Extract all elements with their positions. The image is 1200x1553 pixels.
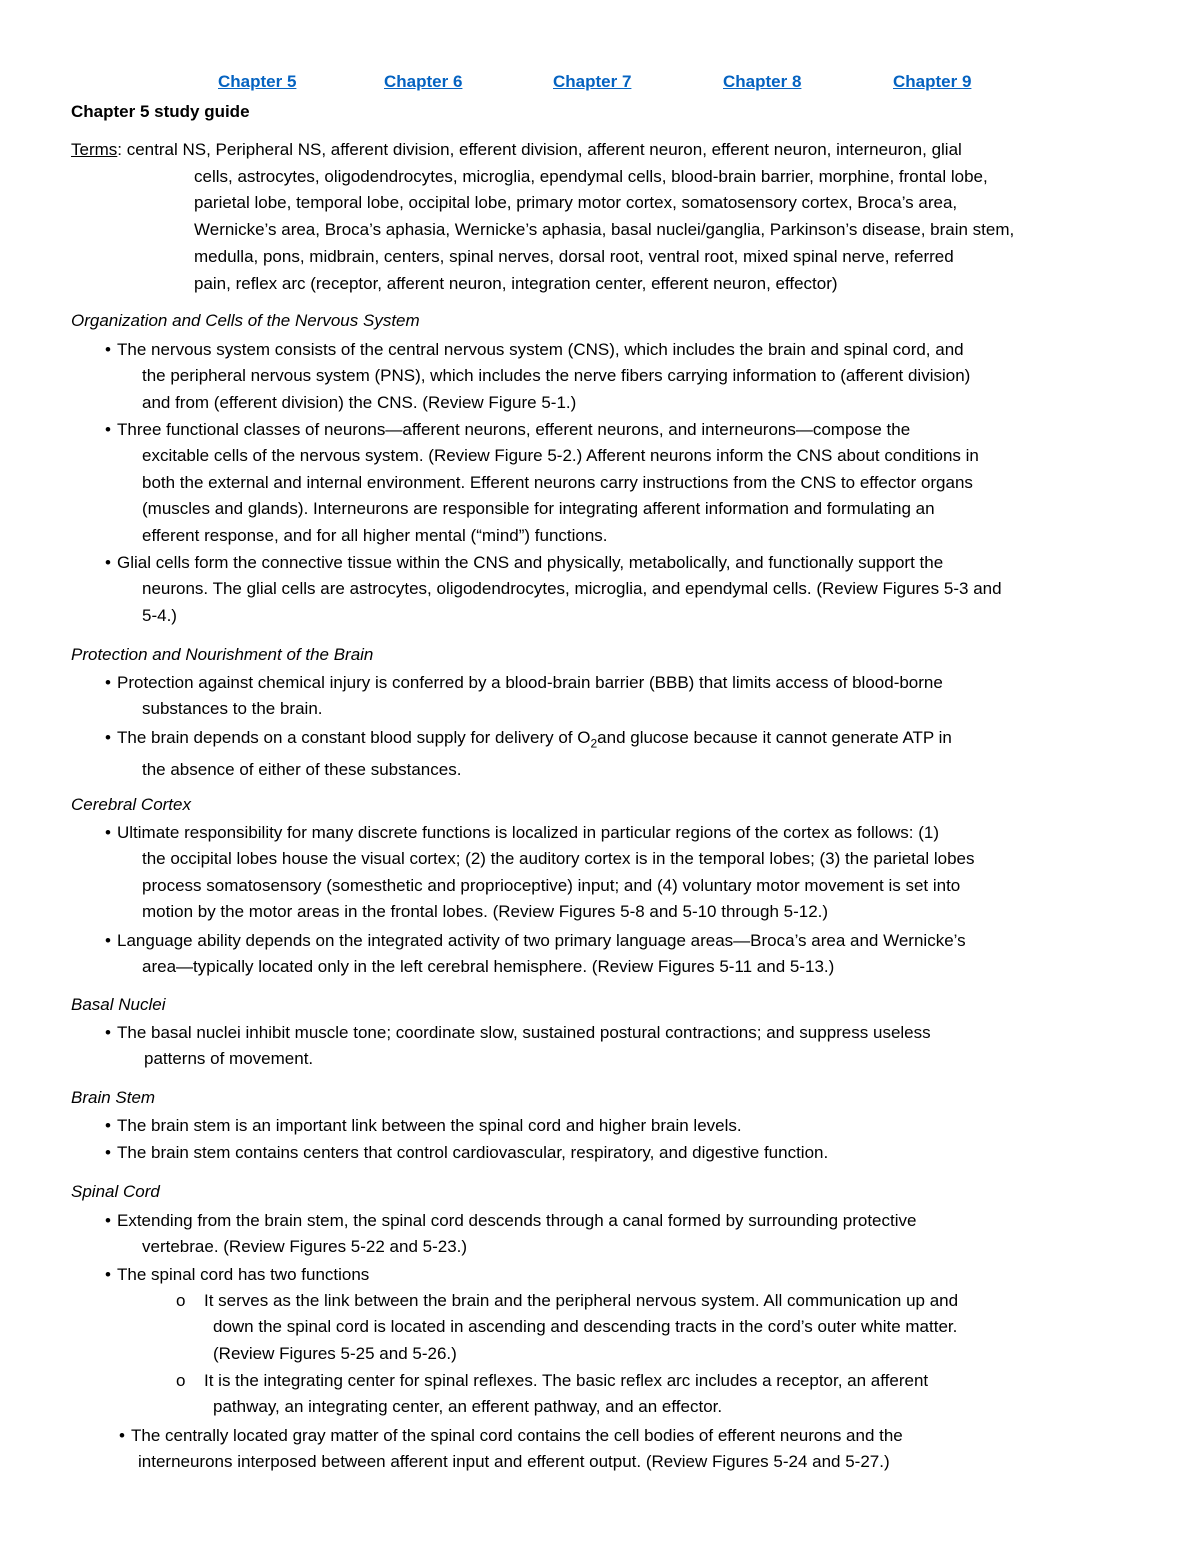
page-title: Chapter 5 study guide — [71, 102, 250, 121]
bullet-text: efferent response, and for all higher mental (“mind”) functions. — [142, 525, 608, 545]
bullet-text: The brain depends on a constant blood supply for delivery of O — [117, 728, 591, 747]
bullet-text: Protection against chemical injury is conferred by a blood-brain barrier (BBB) that limits access of blood-borne — [117, 673, 943, 692]
bullet-text: area—typically located only in the left cerebral hemisphere. (Review Figures 5-11 and 5-13.) — [142, 957, 835, 977]
terms-label: Terms — [71, 140, 118, 159]
terms-line: medulla, pons, midbrain, centers, spinal nerves, dorsal root, ventral root, mixed spinal nerve, referred — [194, 246, 954, 266]
section-heading-brain-stem: Brain Stem — [71, 1088, 156, 1107]
bullet-item — [105, 820, 975, 926]
sub-bullet-icon: o — [176, 1371, 186, 1390]
sub-bullet-text: down the spinal cord is located in ascending and descending tracts in the cord’s outer white matter. — [213, 1317, 958, 1337]
bullet-text: both the external and internal environment. Efferent neurons carry instructions from the CNS to effector organs — [142, 472, 973, 492]
chapter-5-link[interactable]: Chapter 5 — [218, 72, 297, 91]
bullet-text: The centrally located gray matter of the spinal cord contains the cell bodies of efferent neurons and the — [131, 1426, 903, 1445]
bullet-text: Language ability depends on the integrated activity of two primary language areas—Broca’s area and Wernicke’s — [117, 931, 966, 950]
bullet-text: the peripheral nervous system (PNS), which includes the nerve fibers carrying information to (afferent division) — [142, 366, 971, 386]
section-heading-basal: Basal Nuclei — [71, 995, 166, 1014]
bullet-text: motion by the motor areas in the frontal lobes. (Review Figures 5-8 and 5-10 through 5-12.) — [142, 902, 829, 922]
bullet-item — [105, 1262, 369, 1288]
chapter-nav — [0, 72, 1200, 98]
sub-bullet-icon: o — [176, 1291, 186, 1310]
bullet-text: vertebrae. (Review Figures 5-22 and 5-23.) — [142, 1237, 468, 1257]
sub-bullet-text: It is the integrating center for spinal reflexes. The basic reflex arc includes a receptor, an afferent — [204, 1371, 929, 1390]
bullet-text: patterns of movement. — [144, 1049, 314, 1069]
sub-bullet-text: pathway, an integrating center, an efferent pathway, and an effector. — [213, 1397, 723, 1417]
bullet-text: excitable cells of the nervous system. (Review Figure 5-2.) Afferent neurons inform the CNS about conditions in — [142, 446, 979, 466]
chapter-7-link[interactable]: Chapter 7 — [553, 72, 632, 91]
bullet-text: process somatosensory (somesthetic and proprioceptive) input; and (4) voluntary motor movement is set into — [142, 875, 961, 895]
sub-bullet-item — [176, 1368, 928, 1421]
chapter-9-link[interactable]: Chapter 9 — [893, 72, 972, 91]
subscript: 2 — [590, 736, 598, 751]
bullet-text: substances to the brain. — [142, 699, 323, 719]
bullet-text: Extending from the brain stem, the spinal cord descends through a canal formed by surrounding protective — [117, 1211, 917, 1230]
bullet-icon: • — [105, 420, 111, 439]
chapter-8-link[interactable]: Chapter 8 — [723, 72, 802, 91]
bullet-icon: • — [105, 673, 111, 692]
bullet-item — [105, 1020, 931, 1073]
terms-line: cells, astrocytes, oligodendrocytes, microglia, ependymal cells, blood-brain barrier, morphine, frontal lobe, — [194, 166, 988, 186]
bullet-item — [105, 417, 979, 549]
bullet-text: (muscles and glands). Interneurons are responsible for integrating afferent information and formulating an — [142, 499, 935, 519]
bullet-text: and glucose because it cannot generate ATP in — [597, 728, 952, 747]
bullet-text: and from (efferent division) the CNS. (Review Figure 5-1.) — [142, 392, 577, 412]
bullet-text: The nervous system consists of the central nervous system (CNS), which includes the brain and spinal cord, and — [117, 340, 964, 359]
chapter-6-link[interactable]: Chapter 6 — [384, 72, 463, 91]
bullet-item — [105, 670, 943, 723]
terms-line: pain, reflex arc (receptor, afferent neuron, integration center, efferent neuron, effector) — [194, 273, 838, 293]
section-heading-protection: Protection and Nourishment of the Brain — [71, 645, 374, 664]
bullet-text: 5-4.) — [142, 605, 177, 625]
sub-bullet-item — [176, 1288, 958, 1367]
section-heading-spinal-cord: Spinal Cord — [71, 1182, 160, 1201]
section-heading-cortex: Cerebral Cortex — [71, 795, 191, 814]
bullet-text: neurons. The glial cells are astrocytes, oligodendrocytes, microglia, and ependymal cells. (Review Figures 5-3 and — [142, 579, 1002, 599]
terms-block — [71, 137, 1141, 297]
bullet-text: The brain stem is an important link between the spinal cord and higher brain levels. — [117, 1116, 742, 1135]
bullet-icon: • — [119, 1426, 125, 1445]
bullet-item — [105, 1208, 916, 1261]
bullet-text: the occipital lobes house the visual cortex; (2) the auditory cortex is in the temporal lobes; (3) the parietal lobes — [142, 849, 975, 869]
sub-bullet-text: It serves as the link between the brain and the peripheral nervous system. All communication up and — [204, 1291, 959, 1310]
terms-line: Wernicke’s area, Broca’s aphasia, Wernicke’s aphasia, basal nuclei/ganglia, Parkinson’s disease, brain stem, — [194, 220, 1015, 240]
bullet-icon: • — [105, 1211, 111, 1230]
bullet-item — [119, 1423, 903, 1476]
bullet-icon: • — [105, 340, 111, 359]
bullet-icon: • — [105, 728, 111, 747]
bullet-text: Three functional classes of neurons—afferent neurons, efferent neurons, and interneurons—compose the — [117, 420, 911, 439]
bullet-text: the absence of either of these substances. — [142, 759, 462, 779]
bullet-item — [105, 337, 970, 416]
bullet-item — [105, 1113, 742, 1139]
terms-first-line — [71, 137, 1141, 164]
terms-line: parietal lobe, temporal lobe, occipital lobe, primary motor cortex, somatosensory cortex, Broca’s area, — [194, 193, 958, 213]
bullet-text: The brain stem contains centers that control cardiovascular, respiratory, and digestive function. — [117, 1143, 829, 1162]
bullet-icon: • — [105, 553, 111, 572]
bullet-icon: • — [105, 1143, 111, 1162]
bullet-icon: • — [105, 1265, 111, 1284]
bullet-text: Ultimate responsibility for many discrete functions is localized in particular regions of the cortex as follows: (1) — [117, 823, 940, 842]
terms-line-1: : central NS, Peripheral NS, afferent division, efferent division, afferent neuron, efferent neuron, interneuron, glial — [117, 140, 962, 159]
bullet-text: Glial cells form the connective tissue within the CNS and physically, metabolically, and functionally support the — [117, 553, 944, 572]
sub-bullet-text: (Review Figures 5-25 and 5-26.) — [213, 1343, 457, 1363]
bullet-text: The spinal cord has two functions — [117, 1265, 370, 1284]
section-heading-organization: Organization and Cells of the Nervous System — [71, 311, 420, 330]
bullet-icon: • — [105, 1116, 111, 1135]
bullet-icon: • — [105, 823, 111, 842]
bullet-text: interneurons interposed between afferent input and efferent output. (Review Figures 5-24 and 5-27.) — [138, 1452, 890, 1472]
bullet-icon: • — [105, 1023, 111, 1042]
bullet-item — [105, 1140, 828, 1166]
bullet-icon: • — [105, 931, 111, 950]
bullet-item — [105, 928, 966, 981]
bullet-item — [105, 550, 1002, 629]
bullet-text: The basal nuclei inhibit muscle tone; coordinate slow, sustained postural contractions; and suppress useless — [117, 1023, 931, 1042]
bullet-item — [105, 725, 952, 783]
